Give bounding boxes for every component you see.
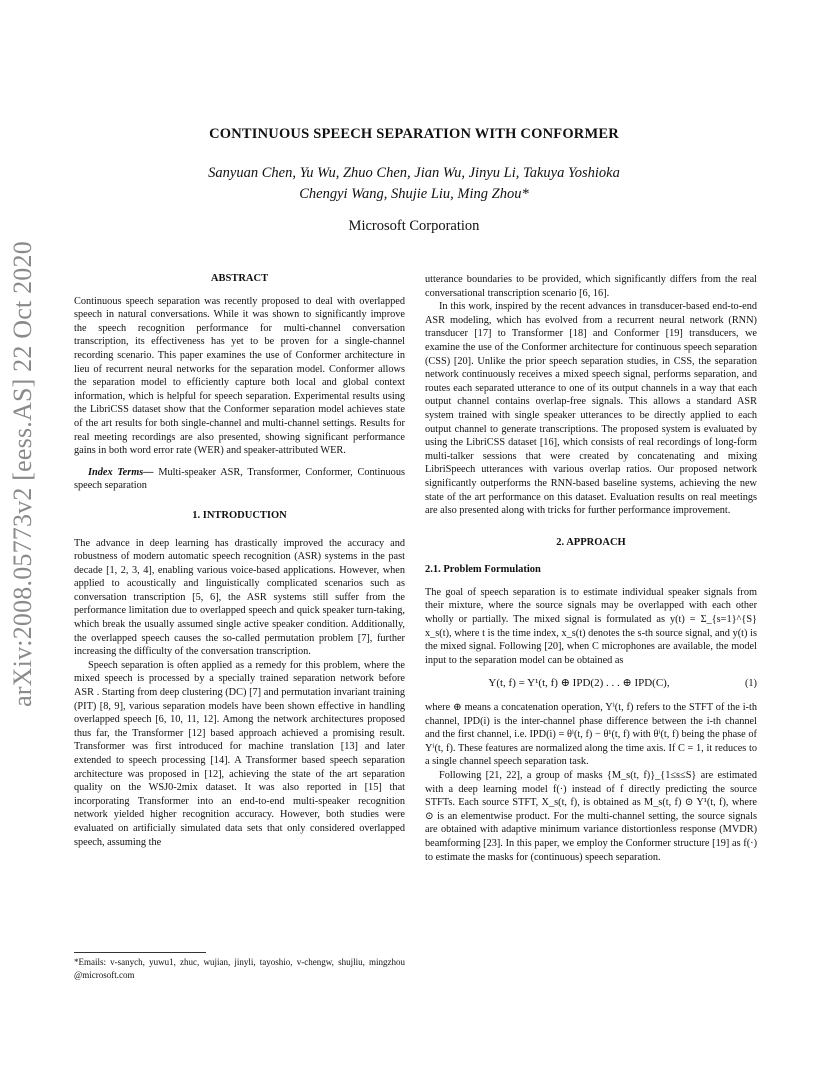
- footnote-emails: *Emails: v-sanych, yuwu1, zhuc, wujian, jinyli, tayoshio, v-chengw, shujliu, mingzhou @microsoft.com: [74, 957, 405, 980]
- left-column: [74, 272, 405, 849]
- problem-formulation-heading: 2.1. Problem Formulation: [425, 564, 541, 576]
- index-terms-label: Index Terms—: [88, 466, 154, 478]
- footnote-rule: [74, 952, 206, 953]
- equation-body: Y(t, f) = Y¹(t, f) ⊕ IPD(2) . . . ⊕ IPD(C),: [488, 677, 670, 690]
- right-column: [425, 273, 757, 864]
- intro-paragraph-3: In this work, inspired by the recent advances in transducer-based end-to-end ASR modeling, which has evolved from a recurrent neural network (RNN) transducer [17] to Transformer [18] and Conformer [19] transducers, we examine the use of the Conformer architecture for continuous speech separation (CSS) [20]. Unlike the prior speech separation studies, in CSS, the separation network continuously receives a mixed speech signal, performs separation, and routes each separated utterance to one of its output channels in a way that each output channel contains overlap-free signals. This allows a standard ASR system trained with single speaker utterances to be directly applied to each output channel to generate transcriptions. The proposed system is evaluated by using the LibriCSS dataset [16], which consists of real recordings of long-form multi-talker sessions that were created by concatenating and mixing LibriSpeech utterances with various overlap ratios. Our proposed network significantly outperforms the RNN-based baseline systems, achieving the new state of the art performance on this dataset. Evaluation results on real meetings are also presented along with tricks for further performance improvement.: [425, 301, 757, 517]
- mask-paragraph: Following [21, 22], a group of masks {M_s(t, f)}_{1≤s≤S} are estimated with a deep learning model f(·) instead of f directly predicting the source STFTs. Each source STFT, X_s(t, f), is obtained as M_s(t, f) ⊙ Y¹(t, f), where ⊙ is an elementwise product. For the multi-channel setting, the source signals are obtained with adaptive minimum variance distortionless response (MVDR) beamforming [23]. In this paper, we employ the Conformer structure [19] as f(·) to estimate the masks for (continuous) speech separation.: [425, 770, 757, 863]
- authors-line-1: Sanyuan Chen, Yu Wu, Zhuo Chen, Jian Wu, Jinyu Li, Takuya Yoshioka: [208, 165, 620, 181]
- approach-heading: 2. APPROACH: [556, 536, 626, 548]
- equation-number: (1): [744, 678, 757, 690]
- index-terms: [74, 466, 405, 493]
- intro-continuation: utterance boundaries to be provided, which significantly differs from the real conversational transcription scenario [6, 16].: [425, 274, 757, 299]
- equation-explanation: where ⊕ means a concatenation operation, Yⁱ(t, f) refers to the STFT of the i-th channel, IPD(i) is the inter-channel phase difference between the i-th channel and the first channel, i.e. IPD(i) = θⁱ(t, f) − θ¹(t, f) with θⁱ(t, f) being the phase of Yⁱ(t, f). These features are normalized along the time axis. If C = 1, it reduces to a single channel speech separation task.: [425, 702, 757, 768]
- abstract-heading: ABSTRACT: [210, 273, 269, 284]
- paper-title: CONTINUOUS SPEECH SEPARATION WITH CONFORMER: [209, 126, 619, 142]
- formulation-paragraph: The goal of speech separation is to estimate individual speaker signals from their mixture, where the source signals may be overlapped with each other wholly or partially. The mixed signal is formulated as y(t) = Σ_{s=1}^{S} x_s(t), where t is the time index, x_s(t) denotes the s-th source signal, and y(t) is the mixed signal. Following [20], when C microphones are available, the model input to the separation model can be obtained as: [425, 586, 757, 666]
- intro-paragraph-1: The advance in deep learning has drastically improved the accuracy and robustness of modern automatic speech recognition (ASR) systems in the past decade [1, 2, 3, 4], enabling various voice-based applications. However, when applied to acoustically and linguistically complicated scenarios such as conversation transcription [5, 6], the ASR systems still suffer from the performance limitation due to overlapped speech and quick speaker turn-taking, which break the usually assumed single active speaker condition. Additionally, the overlapped speech causes the so-called permutation problem [7], further increasing the difficulty of the conversation transcription.: [74, 537, 405, 658]
- equation-1: [425, 677, 757, 691]
- intro-paragraph-2: Speech separation is often applied as a remedy for this problem, where the mixed speech is processed by a specially trained separation network before ASR . Starting from deep clustering (DC) [7] and permutation invariant training (PIT) [8, 9], various separation models have been shown effective in handling overlapped speech [6, 10, 11, 12]. Among the network architectures proposed thus far, the Transformer [12] based approach achieved a promising result. Transformer was first introduced for machine translation [13] and later extended to speech processing [14]. A Transformer based speech separation architecture was proposed in [12], achieving the state of the art separation quality on the WSJ0-2mix dataset. It was also reported in [15] that incorporating Transformer into an end-to-end multi-speaker recognition network yielded higher recognition accuracy. However, both studies were evaluated on artificially simulated data sets that only considered overlapped speech, assuming the: [74, 659, 405, 848]
- arxiv-identifier: arXiv:2008.05773v2 [eess.AS] 22 Oct 2020: [8, 241, 37, 707]
- affiliation: Microsoft Corporation: [348, 218, 480, 234]
- introduction-heading: 1. INTRODUCTION: [192, 509, 287, 521]
- abstract-text: Continuous speech separation was recently proposed to deal with overlapped speech in natural conversations. While it was shown to significantly improve the speech recognition performance for multi-channel conversation transcription, its effectiveness has yet to be proven for a single-channel recording scenario. This paper examines the use of Conformer architecture in lieu of recurrent neural networks for the separation model. Conformer allows the separation model to efficiently capture both local and global context information, which is helpful for speech separation. Experimental results using the LibriCSS dataset show that the Conformer separation model achieves state of the art results for both single-channel and multi-channel settings. Results for real meeting recordings are also presented, showing significant performance gains in both word error rate (WER) and speaker-attributed WER.: [74, 295, 405, 457]
- authors-line-2: Chengyi Wang, Shujie Liu, Ming Zhou*: [299, 186, 529, 202]
- author-list: [0, 163, 828, 205]
- arxiv-sidebar: [0, 241, 46, 707]
- index-terms-text: Multi-speaker ASR, Transformer, Conformer, Continuous speech separation: [74, 466, 405, 492]
